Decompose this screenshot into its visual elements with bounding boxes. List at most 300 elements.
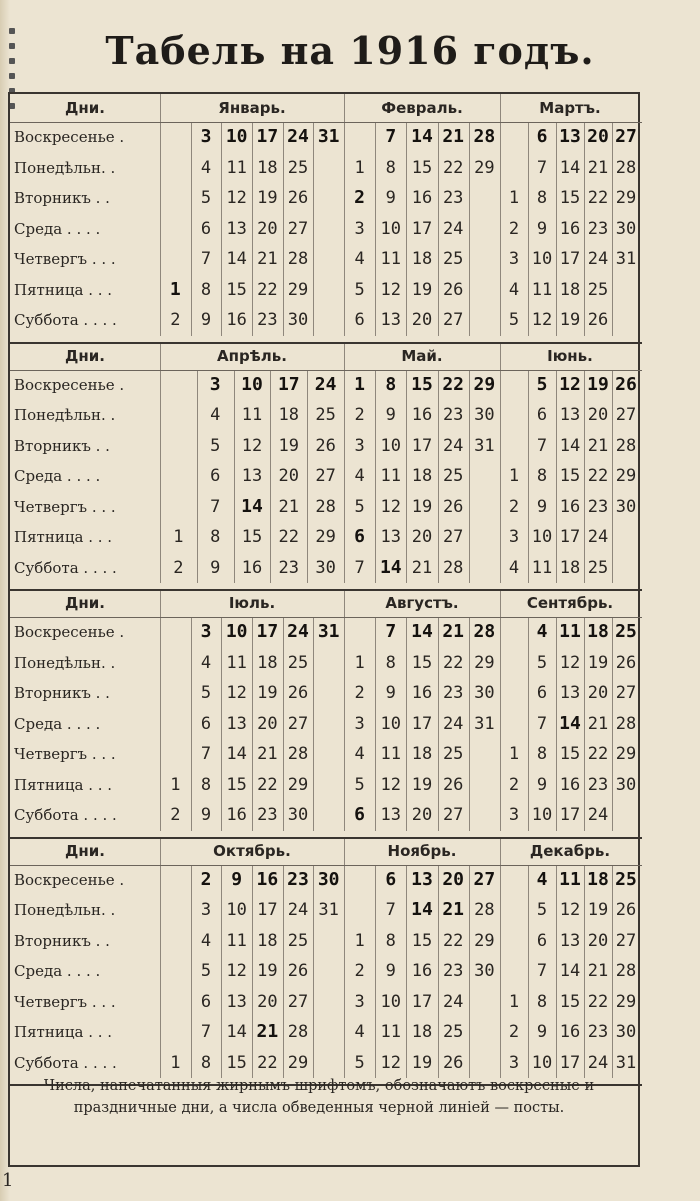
day-number: 20 bbox=[442, 868, 465, 890]
day-number: 8 bbox=[536, 466, 548, 486]
day-number: 8 bbox=[385, 157, 396, 178]
page-title: Табель на 1916 годъ. bbox=[105, 28, 595, 73]
day-number: 26 bbox=[287, 188, 309, 208]
day-number: 21 bbox=[442, 899, 465, 920]
day-number: 18 bbox=[559, 279, 581, 300]
day-number: 22 bbox=[442, 652, 464, 673]
day-number: 14 bbox=[241, 495, 263, 517]
day-number: 26 bbox=[615, 900, 637, 920]
grid-line bbox=[469, 865, 470, 1079]
day-number: 30 bbox=[615, 218, 637, 239]
day-number: 26 bbox=[287, 961, 309, 981]
day-number: 8 bbox=[200, 774, 212, 795]
day-number: 12 bbox=[380, 496, 402, 517]
day-name: Четвергъ . . . bbox=[14, 745, 116, 763]
grid-line bbox=[528, 370, 529, 584]
grid-line bbox=[406, 865, 407, 1079]
day-number: 1 bbox=[354, 930, 365, 951]
grid-line bbox=[528, 865, 529, 1079]
day-number: 7 bbox=[385, 126, 397, 147]
day-number: 23 bbox=[587, 496, 609, 517]
day-number: 9 bbox=[200, 310, 212, 330]
day-number: 27 bbox=[442, 527, 464, 547]
day-number: 28 bbox=[615, 157, 637, 178]
day-number: 22 bbox=[442, 930, 464, 951]
day-number: 19 bbox=[587, 373, 609, 395]
day-number: 9 bbox=[200, 805, 212, 825]
day-number: 22 bbox=[257, 1052, 278, 1073]
day-number: 15 bbox=[559, 188, 581, 208]
day-number: 15 bbox=[226, 279, 247, 300]
day-number: 16 bbox=[411, 188, 433, 208]
day-number: 20 bbox=[587, 126, 609, 147]
day-number: 16 bbox=[559, 496, 581, 517]
day-number: 6 bbox=[354, 804, 366, 825]
day-number: 4 bbox=[354, 249, 365, 269]
day-number: 8 bbox=[536, 188, 548, 208]
day-name: Пятница . . . bbox=[14, 280, 113, 299]
day-number: 30 bbox=[474, 405, 495, 425]
day-number: 17 bbox=[411, 435, 433, 456]
grid-line bbox=[221, 865, 222, 1079]
day-name: Вторникъ . . bbox=[14, 436, 110, 455]
month-separator bbox=[344, 342, 345, 584]
day-number: 28 bbox=[474, 900, 495, 920]
day-number: 22 bbox=[587, 744, 609, 764]
grid-line bbox=[221, 122, 222, 336]
day-number: 3 bbox=[354, 991, 365, 1012]
quarter-rule bbox=[10, 837, 642, 839]
day-number: 1 bbox=[508, 744, 520, 764]
grid-line bbox=[406, 122, 407, 336]
grid-line bbox=[612, 617, 613, 831]
day-number: 25 bbox=[615, 868, 637, 890]
day-number: 3 bbox=[200, 621, 212, 642]
day-name: Понедѣльн. . bbox=[14, 653, 116, 672]
grid-line bbox=[283, 865, 284, 1079]
day-number: 19 bbox=[257, 188, 278, 208]
day-number: 2 bbox=[173, 557, 184, 578]
day-number: 16 bbox=[226, 805, 247, 825]
day-number: 23 bbox=[287, 868, 309, 890]
day-number: 15 bbox=[411, 652, 433, 673]
day-number: 31 bbox=[318, 900, 339, 920]
day-number: 27 bbox=[615, 405, 637, 425]
day-number: 15 bbox=[226, 774, 247, 795]
grid-line bbox=[556, 865, 557, 1079]
day-number: 22 bbox=[442, 373, 465, 395]
day-number: 5 bbox=[200, 188, 212, 208]
month-name: Октябрь. bbox=[213, 841, 291, 860]
grid-line bbox=[584, 122, 585, 336]
day-number: 26 bbox=[615, 652, 637, 673]
day-number: 7 bbox=[200, 744, 212, 764]
grid-line bbox=[528, 122, 529, 336]
month-separator bbox=[344, 837, 345, 1079]
day-name: Воскресенье . bbox=[14, 375, 125, 394]
day-number: 16 bbox=[226, 310, 247, 330]
grid-line bbox=[584, 865, 585, 1079]
day-number: 19 bbox=[587, 900, 609, 920]
day-number: 19 bbox=[411, 1052, 433, 1073]
month-name: Январь. bbox=[218, 99, 286, 117]
day-number: 13 bbox=[226, 991, 247, 1012]
day-number: 8 bbox=[210, 527, 221, 547]
day-number: 2 bbox=[354, 187, 366, 208]
day-number: 30 bbox=[474, 683, 495, 703]
day-number: 30 bbox=[287, 805, 309, 825]
day-number: 25 bbox=[287, 930, 309, 951]
day-number: 16 bbox=[241, 557, 263, 578]
day-number: 21 bbox=[257, 744, 278, 764]
grid-line bbox=[252, 122, 253, 336]
grid-line bbox=[438, 370, 439, 584]
day-number: 7 bbox=[210, 496, 221, 517]
day-number: 9 bbox=[536, 218, 548, 239]
quarter-rule bbox=[10, 589, 642, 591]
day-number: 6 bbox=[200, 713, 212, 734]
day-number: 7 bbox=[385, 900, 396, 920]
day-number: 13 bbox=[380, 310, 402, 330]
day-number: 5 bbox=[536, 900, 548, 920]
grid-line bbox=[375, 370, 376, 584]
day-number: 1 bbox=[354, 652, 365, 673]
grid-line bbox=[438, 865, 439, 1079]
day-number: 20 bbox=[411, 310, 433, 330]
day-number: 15 bbox=[226, 1052, 247, 1073]
day-number: 5 bbox=[354, 279, 365, 300]
day-number: 31 bbox=[615, 249, 637, 269]
day-number: 11 bbox=[226, 157, 247, 178]
day-number: 1 bbox=[508, 188, 520, 208]
day-number: 30 bbox=[615, 496, 637, 517]
day-number: 11 bbox=[241, 405, 263, 425]
header-rule bbox=[10, 370, 642, 371]
day-number: 26 bbox=[442, 1052, 464, 1073]
day-number: 11 bbox=[226, 652, 247, 673]
day-number: 14 bbox=[559, 712, 581, 734]
day-number: 8 bbox=[385, 373, 397, 395]
grid-line bbox=[313, 122, 314, 336]
day-number: 4 bbox=[508, 557, 520, 578]
day-number: 10 bbox=[380, 991, 402, 1012]
day-name: Четвергъ . . . bbox=[14, 250, 116, 268]
grid-line bbox=[191, 865, 192, 1079]
grid-line bbox=[375, 617, 376, 831]
day-number: 6 bbox=[200, 991, 212, 1012]
day-number: 2 bbox=[354, 405, 365, 425]
day-name: Суббота . . . . bbox=[14, 558, 117, 577]
month-separator bbox=[344, 94, 345, 336]
day-number: 15 bbox=[411, 373, 433, 395]
day-number: 6 bbox=[200, 218, 212, 239]
day-number: 7 bbox=[536, 157, 548, 178]
day-number: 21 bbox=[587, 961, 609, 981]
month-name: Мартъ. bbox=[539, 99, 601, 117]
day-number: 13 bbox=[226, 218, 247, 239]
month-name: Августъ. bbox=[385, 594, 459, 612]
day-name: Понедѣльн. . bbox=[14, 901, 116, 919]
day-number: 18 bbox=[278, 405, 300, 425]
day-number: 31 bbox=[474, 435, 495, 456]
day-number: 23 bbox=[587, 774, 609, 795]
day-number: 28 bbox=[473, 621, 496, 642]
day-number: 21 bbox=[411, 557, 433, 578]
grid-line bbox=[191, 122, 192, 336]
month-name: Апрѣль. bbox=[217, 346, 287, 365]
day-number: 25 bbox=[587, 279, 609, 300]
day-number: 13 bbox=[380, 805, 402, 825]
day-number: 26 bbox=[587, 310, 609, 330]
day-number: 11 bbox=[226, 930, 247, 951]
day-number: 19 bbox=[411, 279, 433, 300]
grid-line bbox=[612, 122, 613, 336]
days-header: Дни. bbox=[65, 841, 105, 860]
grid-line bbox=[283, 617, 284, 831]
day-number: 12 bbox=[226, 683, 247, 703]
day-number: 17 bbox=[277, 373, 300, 395]
day-number: 5 bbox=[200, 961, 212, 981]
month-name: Февраль. bbox=[381, 99, 463, 117]
day-number: 28 bbox=[442, 557, 464, 578]
day-number: 8 bbox=[536, 744, 548, 764]
grid-line bbox=[313, 865, 314, 1079]
day-number: 27 bbox=[287, 991, 309, 1012]
day-number: 9 bbox=[385, 188, 396, 208]
day-number: 1 bbox=[508, 466, 520, 486]
day-name: Воскресенье . bbox=[14, 623, 125, 641]
day-number: 23 bbox=[278, 557, 300, 578]
day-name: Пятница . . . bbox=[14, 1023, 113, 1041]
day-number: 12 bbox=[226, 188, 247, 208]
day-name: Суббота . . . . bbox=[14, 1053, 117, 1072]
day-number: 6 bbox=[354, 310, 365, 330]
day-number: 17 bbox=[411, 713, 433, 734]
day-number: 24 bbox=[442, 991, 464, 1012]
day-number: 25 bbox=[587, 557, 609, 578]
day-name: Четвергъ . . . bbox=[14, 992, 116, 1011]
grid-line bbox=[197, 370, 198, 584]
day-number: 13 bbox=[559, 930, 581, 951]
day-number: 18 bbox=[257, 157, 278, 178]
day-number: 25 bbox=[442, 466, 464, 486]
day-number: 2 bbox=[170, 805, 181, 825]
day-number: 1 bbox=[508, 991, 520, 1012]
grid-line bbox=[283, 122, 284, 336]
day-number: 18 bbox=[411, 466, 433, 486]
day-number: 18 bbox=[587, 868, 609, 890]
day-number: 19 bbox=[257, 683, 278, 703]
day-number: 2 bbox=[200, 868, 212, 890]
day-number: 21 bbox=[257, 249, 278, 269]
day-number: 11 bbox=[531, 557, 553, 578]
grid-line bbox=[375, 865, 376, 1079]
day-number: 14 bbox=[226, 249, 247, 269]
day-number: 21 bbox=[256, 1021, 279, 1042]
day-number: 23 bbox=[442, 405, 464, 425]
day-number: 11 bbox=[380, 249, 402, 269]
day-number: 2 bbox=[508, 1022, 520, 1042]
day-number: 20 bbox=[257, 218, 278, 239]
day-number: 1 bbox=[170, 1052, 181, 1073]
day-number: 5 bbox=[508, 310, 520, 330]
day-number: 9 bbox=[385, 961, 396, 981]
day-number: 31 bbox=[615, 1052, 637, 1073]
day-number: 3 bbox=[508, 1052, 520, 1073]
day-number: 21 bbox=[587, 713, 609, 734]
day-number: 17 bbox=[559, 805, 581, 825]
day-number: 24 bbox=[587, 527, 609, 547]
day-number: 14 bbox=[226, 1022, 247, 1042]
header-rule bbox=[10, 617, 642, 618]
grid-line bbox=[406, 617, 407, 831]
day-number: 12 bbox=[241, 435, 263, 456]
day-number: 8 bbox=[200, 279, 212, 300]
day-number: 3 bbox=[508, 527, 520, 547]
day-number: 9 bbox=[385, 683, 396, 703]
day-number: 22 bbox=[278, 527, 300, 547]
month-name: Іюнь. bbox=[547, 346, 593, 365]
month-name: Декабрь. bbox=[529, 841, 611, 860]
day-number: 6 bbox=[354, 526, 366, 547]
day-number: 14 bbox=[379, 556, 402, 578]
day-number: 22 bbox=[442, 157, 464, 178]
day-number: 25 bbox=[315, 405, 336, 425]
day-number: 10 bbox=[380, 435, 402, 456]
day-name: Понедѣльн. . bbox=[14, 158, 116, 177]
day-number: 6 bbox=[385, 868, 397, 890]
day-number: 20 bbox=[278, 466, 300, 486]
day-number: 27 bbox=[473, 868, 496, 890]
day-number: 11 bbox=[559, 868, 581, 890]
day-number: 29 bbox=[474, 652, 495, 673]
day-number: 12 bbox=[380, 279, 402, 300]
day-number: 11 bbox=[531, 279, 553, 300]
day-number: 27 bbox=[287, 218, 309, 239]
day-number: 5 bbox=[536, 373, 548, 395]
day-number: 18 bbox=[411, 1022, 433, 1042]
grid-line bbox=[406, 370, 407, 584]
day-number: 15 bbox=[411, 930, 433, 951]
day-number: 16 bbox=[559, 774, 581, 795]
day-number: 25 bbox=[615, 621, 637, 642]
day-number: 31 bbox=[317, 126, 340, 147]
day-number: 30 bbox=[615, 774, 637, 795]
day-number: 13 bbox=[559, 683, 581, 703]
day-number: 31 bbox=[317, 621, 340, 642]
day-number: 17 bbox=[257, 900, 278, 920]
day-number: 1 bbox=[354, 373, 366, 395]
day-number: 7 bbox=[536, 435, 548, 456]
day-number: 12 bbox=[559, 373, 581, 395]
day-number: 10 bbox=[531, 805, 553, 825]
day-number: 2 bbox=[170, 310, 181, 330]
day-number: 3 bbox=[354, 218, 365, 239]
day-number: 5 bbox=[200, 683, 212, 703]
day-number: 24 bbox=[287, 126, 309, 147]
day-number: 5 bbox=[354, 774, 365, 795]
day-number: 15 bbox=[411, 157, 433, 178]
day-number: 29 bbox=[615, 991, 637, 1012]
day-number: 3 bbox=[209, 373, 221, 395]
day-number: 4 bbox=[210, 405, 221, 425]
day-number: 5 bbox=[210, 435, 221, 456]
day-number: 14 bbox=[559, 157, 581, 178]
day-name: Среда . . . . bbox=[14, 467, 101, 485]
day-number: 16 bbox=[411, 405, 433, 425]
day-number: 8 bbox=[385, 652, 396, 673]
grid-line bbox=[469, 617, 470, 831]
grid-line bbox=[612, 370, 613, 584]
day-number: 23 bbox=[587, 1022, 609, 1042]
day-name: Пятница . . . bbox=[14, 775, 113, 794]
month-separator bbox=[344, 589, 345, 831]
day-number: 7 bbox=[536, 713, 548, 734]
day-number: 12 bbox=[559, 900, 581, 920]
grid-line bbox=[469, 370, 470, 584]
day-number: 20 bbox=[587, 405, 609, 425]
day-number: 1 bbox=[170, 774, 181, 795]
day-number: 24 bbox=[287, 900, 309, 920]
day-number: 11 bbox=[380, 466, 402, 486]
day-number: 26 bbox=[315, 435, 336, 456]
day-number: 27 bbox=[442, 805, 464, 825]
day-number: 2 bbox=[508, 218, 520, 239]
page-number: 1 bbox=[2, 1170, 14, 1191]
day-number: 7 bbox=[536, 961, 548, 981]
month-name: Май. bbox=[401, 346, 443, 365]
day-number: 28 bbox=[615, 713, 637, 734]
day-number: 29 bbox=[615, 466, 637, 486]
grid-line bbox=[556, 122, 557, 336]
month-name: Сентябрь. bbox=[526, 594, 614, 612]
day-number: 29 bbox=[287, 1052, 309, 1073]
day-number: 23 bbox=[257, 805, 278, 825]
day-number: 5 bbox=[354, 496, 365, 517]
day-number: 28 bbox=[615, 961, 637, 981]
day-number: 20 bbox=[587, 930, 609, 951]
month-name: Іюль. bbox=[228, 594, 276, 612]
day-number: 17 bbox=[411, 218, 433, 239]
day-number: 19 bbox=[411, 496, 433, 517]
month-separator bbox=[500, 342, 501, 584]
day-number: 21 bbox=[587, 435, 609, 456]
header-rule bbox=[10, 122, 642, 123]
day-number: 6 bbox=[536, 930, 548, 951]
quarter-rule bbox=[10, 342, 642, 344]
day-number: 29 bbox=[615, 188, 637, 208]
day-number: 11 bbox=[380, 1022, 402, 1042]
day-number: 3 bbox=[354, 713, 365, 734]
day-number: 26 bbox=[442, 279, 464, 300]
day-number: 10 bbox=[531, 1052, 553, 1073]
day-number: 16 bbox=[411, 961, 433, 981]
day-number: 20 bbox=[411, 805, 433, 825]
day-number: 1 bbox=[173, 527, 184, 547]
day-number: 22 bbox=[587, 466, 609, 486]
day-number: 6 bbox=[536, 405, 548, 425]
day-number: 9 bbox=[536, 496, 548, 517]
day-number: 1 bbox=[354, 157, 365, 178]
day-number: 10 bbox=[380, 713, 402, 734]
month-name: Ноябрь. bbox=[387, 841, 457, 860]
day-number: 3 bbox=[354, 435, 365, 456]
grid-line bbox=[234, 370, 235, 584]
day-number: 14 bbox=[559, 435, 581, 456]
day-number: 12 bbox=[531, 310, 553, 330]
day-number: 17 bbox=[256, 621, 279, 642]
day-name: Воскресенье . bbox=[14, 870, 125, 889]
